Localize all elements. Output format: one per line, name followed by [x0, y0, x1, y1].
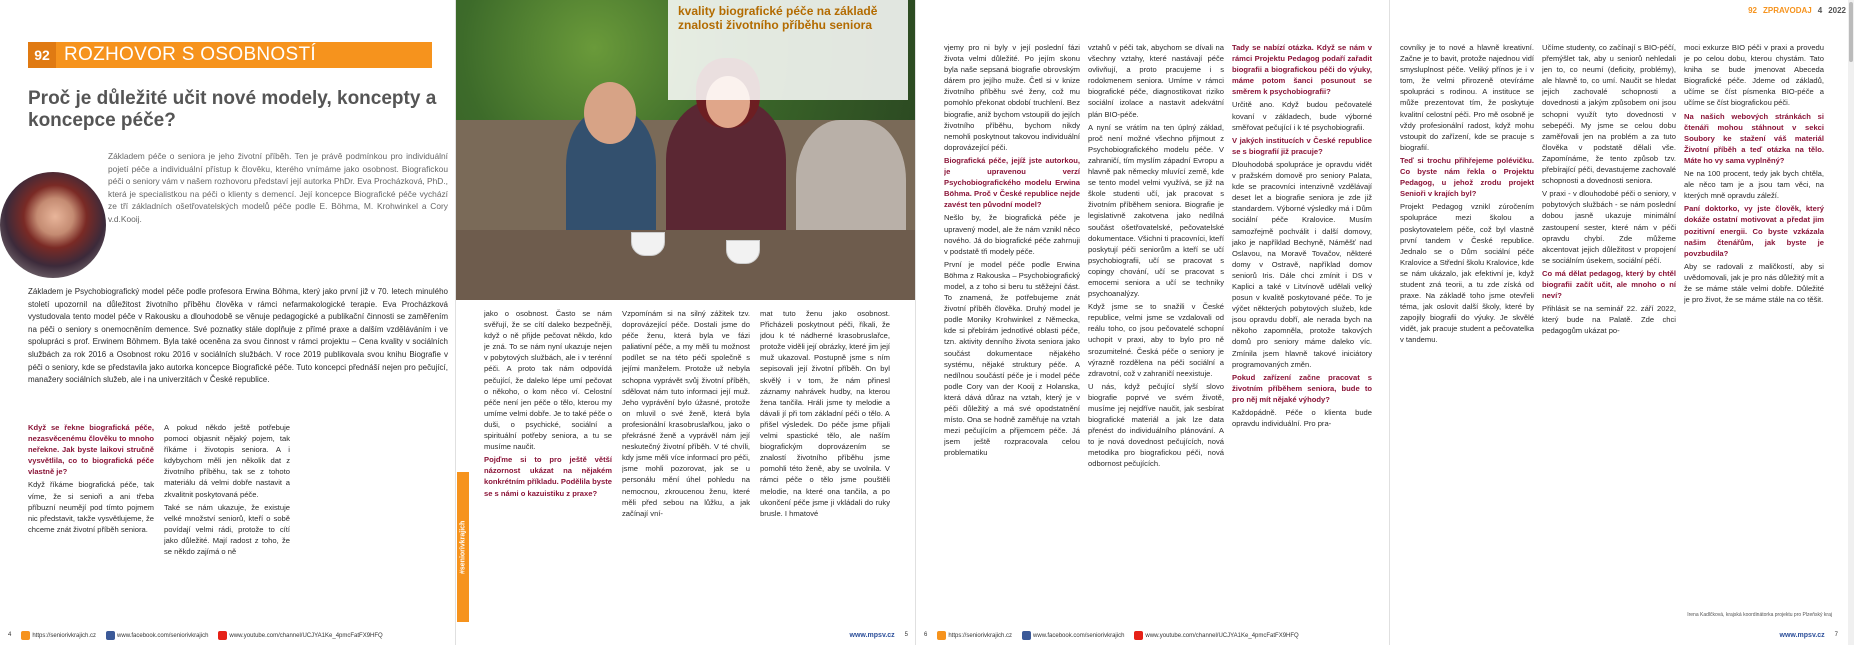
interview-question: Biografická péče, jejíž jste autorkou, je upravenou verzí Psychobiografického modelu Erwina Böhma. Proč v České republice nejde zavést ten původní model?: [944, 155, 1080, 210]
column-10: [1542, 42, 1676, 622]
interview-answer: Projekt Pedagog vznikl zúročením spolupráce mezi školou a poskytovatelem péče, což byl vlastně první tandem v České republice. Jednalo se o Dům sociální péče Kralovice a Střední školu Kralovice, kde se nám ukázalo, jak efektivní je, když student zná teorii, a tu zde získá od praxe. Na základě toho jsme otevřeli téma, jak oslovit další školy, které by zapojily biografii do výuky. Je skvělé vidět, jak pracuje student a pečovatelka v tandemu.: [1400, 202, 1534, 345]
issue-year: 2022: [1828, 5, 1846, 15]
interview-answer: U nás, když pečující slyší slovo biografie poprvé ve svém životě, musíme jej nejdříve naučit, jak sesbírat biografické materiál a jak lze data přenést do individuálního plánování. A to je nová dovednost pečujících, nová metodika pro biografickou péči, nová odbornost pečujících.: [1088, 381, 1224, 469]
interview-answer: Když jsme se to snažili v České republice, velmi jsme se vzdalovali od reálu toho, co jsou pečovatelé schopní uchopit v praxi, aby to bylo pro ně srozumitelné. Česká péče o seniory je výrazně rozdělena na péči sociální a zdravotní, což v zahraničí neexistuje.: [1088, 302, 1224, 378]
facebook-icon: [1022, 631, 1031, 640]
column-4: [622, 308, 750, 622]
footer-mpsv-link[interactable]: www.mpsv.cz: [849, 631, 895, 639]
column-2: [164, 422, 290, 622]
section-header: [28, 42, 432, 68]
logo-icon: 92: [1748, 5, 1757, 15]
issue-number: 4: [1817, 5, 1823, 15]
interview-question: V jakých institucích v České republice se s biografií již pracuje?: [1232, 135, 1372, 156]
interview-question: Pokud zařízení začne pracovat s životním příběhem seniora, bude to pro něj mít nějaké výhody?: [1232, 372, 1372, 404]
article-title: Proč je důležité učit nové modely, koncepty a koncepce péče?: [28, 88, 437, 131]
cup-icon: [726, 240, 760, 264]
interview-answer: První je model péče podle Erwina Böhma z Rakouska – Psychobiografický model, a z toho si beru tu stěžejní část. To znamená, že potřebujeme znát životní příběh člověka. Druhý model je podle Moniky Krohwinkel z Německa, kde si přebírám jednotlivé oblasti péče, tzn. aktivity denního života seniora jako součást dokumentace nějakého systému, nějaké struktury péče. A nedílnou součástí péče je i model péče podle Cory van der Kooij z Holanska, která dává důraz na vztah, který je v péči důležitý a má své opodstatnění místo. Ona se hodně zaměřuje na vztah mezi pečujícím a přijemcem péče. Já jsem ještě rozpracovala celou problematiku: [944, 259, 1080, 458]
footer-facebook-link[interactable]: www.facebook.com/seniorivkrajich: [1022, 631, 1124, 640]
footer: [0, 625, 456, 645]
interview-answer: A nyní se vrátím na ten úplný základ, proč není možné všechno přijmout z Psychobiografického modelu péče. V zahraničí, tím myslím západní Evropu a hlavně pak německy mluvící země, kde se tento model velmi využívá, se již na škole studenti učí, jak pracovat s životním příběhem seniora. Biografie je legislativně zakotvena jako nedílná součást ošetřovatelské, pečovatelské dokumentace. Všichni ti pracovníci, kteří poskytují péči seniorům a kteří se učí psychobiografii, učí se pracovat s copingy chování, učí se pracovat s emocemi seniora a učí se techniky psychoanalýzy.: [1088, 122, 1224, 299]
page-5: [456, 0, 916, 645]
interview-answer: vjemy pro ni byly v její poslední fázi života velmi důležité. Po jejím skonu byla naše sepsaná biografie obrovským dárem pro jejího muže. Četl si v knize životního příběhu své ženy, což mu pomohlo překonat období truchlení. Bez biografie, aniž bychom vstoupili do jejích životního příběhu, bychom nikdy nemohli poskytnout takovou individuální doprovázející péči.: [944, 43, 1080, 152]
footer-web-link[interactable]: https://seniorivkrajich.cz: [21, 631, 96, 640]
footer: [916, 625, 1390, 645]
interview-answer: Vzpomínám si na silný zážitek tzv. doprovázející péče. Dostali jsme do péče ženu, která byla ve fázi paliativní péče, a my měli tu možnost podílet se na této péči společně s jejími manželem. Protože už nebyla schopna vyprávět svůj životní příběh, sdělovat nám tuto informaci její muž. Jeho vyprávění bylo úžasné, protože on mluvil o své ženě, která byla profesionální krasobruslařkou, jako o překrásné ženě a vyprávěl nám její neskutečný životní příběh. V té chvíli, kdy jsme měli více informací pro péči, jsme mohli pozorovat, jak se u personálu mění úhel pohledu na nemocnou, zkroucenou ženu, které měli před sebou na lůžku, a jak začínají vní-: [622, 309, 750, 518]
youtube-icon: [1134, 631, 1143, 640]
column-7: [1088, 42, 1224, 622]
interview-answer: Dlouhodobá spolupráce je opravdu vidět v pražském domově pro seniory Palata, kde se pracovníci intenzivně vzdělávají deset let a biografie seniora je zde již standardem. Výborné výsledky má i Dům sociální péče Kralovice. Musím samozřejmě pochválit i další domovy, jako je například Bechyně, Náměšť nad Oslavou, na Moravě Tovačov, některé domy v Ostravě, například domov seniorů Iris. Dále chci zmínit i DS v Kaplici a také v Litvínově udělali velký posun v kvalitě poskytované péče. To je výčet některých pobytových služeb, kde jsou opravdu dobří, ale nerada bych na někoho zapomněla, protože takových domů pro seniory máme daleko víc. Zmínila jsem hlavně takové iniciátory programovaných změn.: [1232, 159, 1372, 369]
section-label: ROZHOVOR S OSOBNOSTÍ: [64, 44, 316, 65]
interview-answer: V praxi - v dlouhodobé péči o seniory, v pobytových službách - se nám poslední dobou jasně ukazuje minimální zastoupení sester, které nám v péči opravdu chybí. Zde můžeme akcentovat jejich důležitost v propojení se sociálním úsekem, sociální péčí.: [1542, 189, 1676, 265]
interview-answer: covníky je to nové a hlavně kreativní. Začne je to bavit, protože najednou vidí smysluplnost péče. Veliký přínos je i v tom, že velmi přirozeně otevíráme spolupráci s rodinou. A instituce se může prezentovat tím, že poskytuje kvalitní celostní péči. Pro mě osobně je vždy profesionální radost, když mohu vstoupit do zařízení, kde se pracuje s biografií.: [1400, 43, 1534, 152]
youtube-icon: [218, 631, 227, 640]
interview-question: Tady se nabízí otázka. Když se nám v rámci Projektu Pedagog podaří zařadit biografii a biografickou péči do výuky, máme potom šanci posunout se směrem k psychobiografii?: [1232, 43, 1372, 97]
page-7: [1390, 0, 1854, 645]
interview-question: Na našich webových stránkách si čtenáři mohou stáhnout v sekci Soubory ke stažení váš materiál Životní příběh a teď otázka na tělo. Máte ho vy sama vyplněný?: [1684, 111, 1824, 165]
interview-question: Co má dělat pedagog, který by chtěl biografii začít učit, ale mnoho o ní neví?: [1542, 268, 1676, 301]
footer-youtube-link[interactable]: www.youtube.com/channel/UCJYA1Ke_4pmcFatFX9HFQ: [218, 631, 382, 640]
interview-answer: moci exkurze BIO péči v praxi a provedu je po celou dobu, kterou chystám. Tato kniha se bude jmenovat Abeceda Biografické péče. Jdeme od základů, učíme se číst písmenka BIO-péče a učíme se číst biografickou péči.: [1684, 43, 1824, 108]
column-11: [1684, 42, 1824, 512]
footer-web-link[interactable]: https://seniorivkrajich.cz: [937, 631, 1012, 640]
column-1: [28, 422, 154, 622]
scrollbar[interactable]: [1848, 0, 1854, 645]
interview-question: Paní doktorko, vy jste člověk, který dokáže ostatní motivovat a předat jim pozitivní energii. Co byste vzkázala našim čtenářům, jak byste je povzbudila?: [1684, 204, 1824, 258]
page-number: 6: [924, 632, 928, 638]
newsletter-header: [1748, 0, 1854, 20]
column-6: [944, 42, 1080, 622]
web-icon: [21, 631, 30, 640]
column-9: [1400, 42, 1534, 622]
hashtag-band: #seniorivkrajich: [457, 472, 469, 622]
footer-facebook-link[interactable]: www.facebook.com/seniorivkrajich: [106, 631, 208, 640]
interview-answer: Každopádně. Péče o klienta bude opravdu individuální. Pro pra-: [1232, 408, 1372, 429]
interview-answer: Také se nám ukazuje, že existuje velké množství seniorů, kteří o sobě povídají velmi rádi, protože to cítí jako důležité. Mají radost z toho, že se někdo zajímá o ně: [164, 502, 290, 557]
interview-question: Když se řekne biografická péče, nezasvěcenému člověku to mnoho neřekne. Jak byste laikovi stručně vysvětlila, co to biografická péče vlastně je?: [28, 423, 154, 477]
scrollbar-thumb[interactable]: [1849, 2, 1853, 62]
interview-answer: mat tuto ženu jako osobnost. Přicházeli poskytnout péči, říkali, že jdou k té nádherné krasobruslařce, protože viděli její obrázky, které jim její muž ukazoval. Postupně jsme s ním sepisovali její životní příběh. On byl skvělý i v tom, že nám přinesl záznamy nahrávek hudby, na kterou žena tančila. Hráli jsme ty melodie a dávali jí při tom základní péči o tělo. A přišel výsledek. Do péče jsme přijali velmi spastické tělo, ale naším biografickým doprovázením se znalostí životního příběhu jsme pomohli této ženě, aby se uvolnila. V rámci péče o tělo jsme pouštěli melodie, na které ona tančila, a po ukončení péče jsme ji vkládali do ruky brusle. I hmatové: [760, 309, 890, 518]
facebook-icon: [106, 631, 115, 640]
footer: [1390, 625, 1854, 645]
interview-answer: Přihlásit se na seminář 22. září 2022, který bude na Palatě. Zde chci pedagogům ukázat po-: [1542, 304, 1676, 336]
interview-answer: Aby se radovali z maličkostí, aby si uvědomovali, jak je pro nás důležitý mít a že se máme stále velmi dobře. Důležité je pro život, že se máme stále na co těšit.: [1684, 261, 1824, 305]
interview-question: Pojďme si to pro ještě větší názornost ukázat na nějakém konkrétním příkladu. Podělila byste se s námi o kazuistiku z praxe?: [484, 455, 612, 498]
interview-answer: Když říkáme biografická péče, tak víme, že si senioři a ani třeba příbuzní neumějí pod tímto pojmem nic představit, takže vysvětlujeme, že chceme znát životní příběh seniora.: [28, 480, 154, 534]
interview-answer: Ne na 100 procent, tedy jak bych chtěla, ale něco tam je a jsou tam věci, na kterých mně opravdu záleží.: [1684, 169, 1824, 201]
cup-icon: [631, 232, 665, 256]
intro-paragraph: Základem je Psychobiografický model péče podle profesora Erwina Böhma, který jako první již v 70. letech minulého století upozornil na důležitost životního příběhu člověka v rámci nefarmakologické terapie. Eva Procházková vystudovala tento model péče v Rakousku a dlouhodobě se věnuje pedagogické a publikační činnosti se zaměřením na péči o seniory s onemocněním demence. Své poznatky stále doplňuje z přímé praxe a dalším vzděláváním i ve spolupráci s prof. Erwinem Böhmem. Byla také oceněna za svou činnost v rámci projektu – Cena kvality v sociálních službách za rok 2016 a Osobnost roku 2016 v sociálních službách. V roce 2019 publikovala svou knihu Biografie v péči o seniory, kde se představila jako autorka koncepce Biografické péče. Tuto koncepci přednáší nejen pro pečující, manažery sociálních služeb, ale i na univerzitách v České republice.: [28, 287, 448, 385]
column-5: [760, 308, 890, 622]
interview-question: Teď si trochu přihřejeme polévičku. Co byste nám řekla o Projektu Pedagog, u jehož zrodu projekt Senioři v krajích byl?: [1400, 155, 1534, 199]
web-icon: [937, 631, 946, 640]
page-6: [916, 0, 1390, 645]
column-3: [484, 308, 612, 622]
column-8: [1232, 42, 1372, 622]
photo-caption-overlay: kvality biografické péče na základě znalosti životního příběhu seniora: [668, 0, 908, 100]
footer-mpsv-link[interactable]: www.mpsv.cz: [1779, 631, 1825, 639]
author-credit: Irena Kadlčková, krajská koordinátorka projektu pro Plzeňský kraj: [1687, 612, 1832, 618]
page-number: 5: [904, 632, 908, 638]
interview-answer: Určitě ano. Když budou pečovatelé kovaní v základech, bude výborné směřovat pečující i k té psychobiografii.: [1232, 100, 1372, 132]
interview-answer: vztahů v péči tak, abychom se dívali na všechny vztahy, které nastávají péče ovlivňují, a proto pracujeme i s rodokmenem seniora. Umíme v rámci biografické péče, diagnostikovat riziko sociální izolace a nastavit adekvátní plán BIO-péče.: [1088, 43, 1224, 119]
page-number: 4: [8, 632, 12, 638]
interview-answer: Nešlo by, že biografická péče je upravený model, ale že nám vznikl něco nového. Já do biografické péče zahrnuji v podstatě tři modely péče.: [944, 213, 1080, 256]
interview-answer: Učíme studenty, co začínají s BIO-péčí, přemýšlet tak, aby u seniorů nehledali jen to, co neumí (deficity, problémy), ale hlavně to, co umí. Naučit se hledat jejich zachovalé schopnosti a dovednosti a jakým způsobem oni jsou schopni využít tyto dovednosti v sebepéči. My jsme se celou dobu zaměřovali jen na problém a za tuto člověka v podstatě dělali vše. Zapomínáme, že tento způsob tzv. přebírající péči, devastujeme zachovalé schopnosti a dovednosti seniora.: [1542, 43, 1676, 186]
author-portrait: [0, 172, 106, 278]
interview-answer: A pokud někdo ještě potřebuje pomoci objasnit nějaký pojem, tak říkáme i životopis seniora. A i kdybychom měli jen několik dat z životního příběhu, tak se z tohoto materiálu dá velmi dobře nastavit a zkvalitnit poskytovaná péče.: [164, 423, 290, 499]
lead-paragraph: Základem péče o seniora je jeho životní příběh. Ten je právě podmínkou pro individuální pojetí péče a individuální přístup k člověku, kterého vnímáme jako osobnost. Biografickou péči o seniory vám v našem rozhovoru představí její autorka PhDr. Eva Procházková, PhD., která je specialistkou na péči o klienty s demencí. Její koncepce Biografické péče vychází ze tří základních ošetřovatelských modelů péče podle E. Böhma, M. Krohwinkel a Cory v.d.Kooij.: [108, 151, 448, 224]
page-4: [0, 0, 456, 645]
logo-icon: 92: [28, 42, 56, 68]
page-number: 7: [1834, 632, 1838, 638]
header-label: ZPRAVODAJ: [1763, 5, 1812, 15]
interview-answer: jako o osobnost. Často se nám svěřují, že se cítí daleko bezpečněji, když o ně přijde pečovat někdo, kdo je zná. To se nám nyní ukazuje nejen v pobytových službách, ale i v terénní péči. A proto tak nám odpovídá pečující, že daleko lépe umí pečovat o někoho, o kom něco ví. Celostní péče není jen péče o tělo, kterou my umíme velmi dobře. Je to také péče o duši, o psychické, sociální a spirituální potřeby seniora, a tu se musíme naučit.: [484, 309, 612, 452]
footer-youtube-link[interactable]: www.youtube.com/channel/UCJYA1Ke_4pmcFatFX9HFQ: [1134, 631, 1298, 640]
footer: [456, 625, 916, 645]
